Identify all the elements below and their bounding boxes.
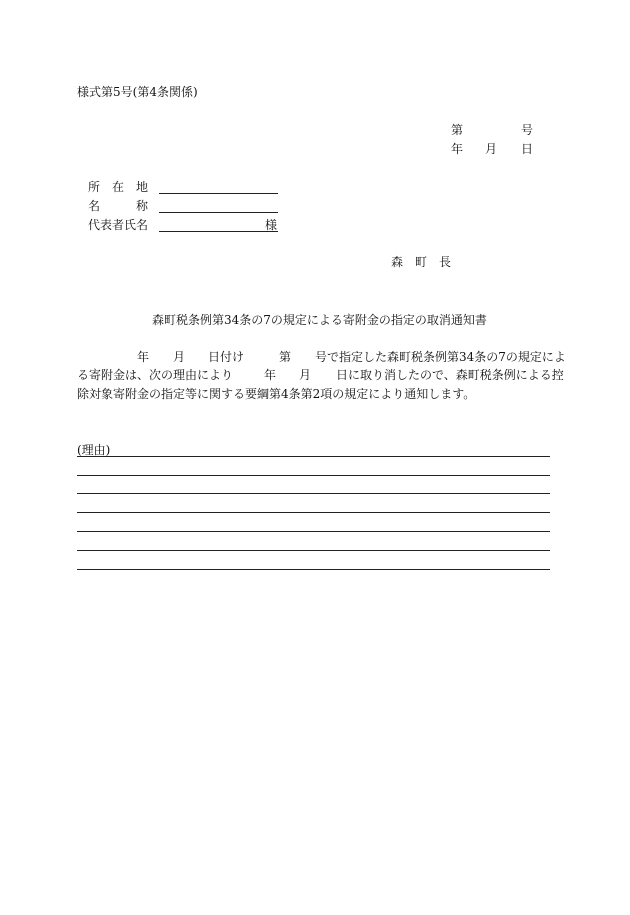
doc-date-year: 年 xyxy=(451,142,464,156)
address-underline xyxy=(159,193,278,194)
doc-number-dai: 第 xyxy=(451,123,464,137)
reason-line-3 xyxy=(77,493,550,494)
body-line2-month: 月 xyxy=(299,368,312,382)
reason-line-6 xyxy=(77,550,550,551)
doc-date-day: 日 xyxy=(521,142,534,156)
honorific-sama: 様 xyxy=(265,218,278,232)
issuer-mayor: 森 町 長 xyxy=(391,255,452,269)
reason-line-2 xyxy=(77,475,550,476)
body-line1-dai: 第 xyxy=(279,350,292,364)
reason-line-1 xyxy=(77,456,550,457)
form-number: 様式第5号(第4条関係) xyxy=(77,85,198,99)
reason-label: (理由) xyxy=(77,443,111,457)
reason-line-5 xyxy=(77,531,550,532)
doc-date-month: 月 xyxy=(485,142,498,156)
address-label: 所 在 地 xyxy=(88,180,149,194)
body-line1-month: 月 xyxy=(173,350,186,364)
reason-line-4 xyxy=(77,512,550,513)
representative-label: 代表者氏名 xyxy=(88,218,149,232)
body-line1-year: 年 xyxy=(137,350,150,364)
body-line1-rest: 号で指定した森町税条例第34条の7の規定によ xyxy=(315,350,566,364)
representative-underline xyxy=(159,231,278,232)
body-line2-start: る寄附金は、次の理由により xyxy=(77,368,234,382)
reason-line-7 xyxy=(77,569,550,570)
document-title: 森町税条例第34条の7の規定による寄附金の指定の取消通知書 xyxy=(152,313,487,327)
body-line2-year: 年 xyxy=(264,368,277,382)
body-line1-date-suffix: 日付け xyxy=(208,350,245,364)
body-line3: 除対象寄附金の指定等に関する要綱第4条第2項の規定により通知します。 xyxy=(77,387,476,401)
name-label: 名 称 xyxy=(88,199,149,213)
name-underline xyxy=(159,212,278,213)
doc-number-gou: 号 xyxy=(521,123,534,137)
body-line2-rest: 日に取り消したので、森町税条例による控 xyxy=(336,368,564,382)
